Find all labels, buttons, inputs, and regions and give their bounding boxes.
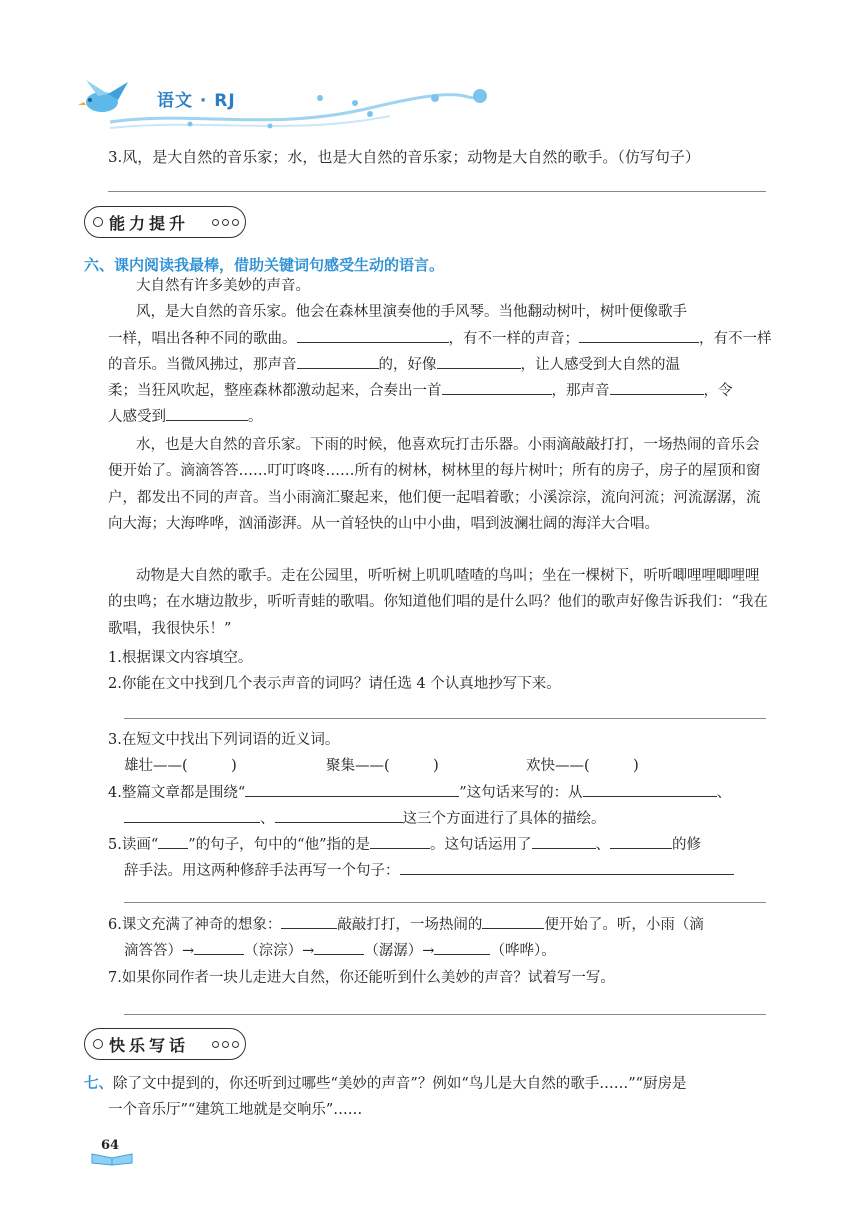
- blank[interactable]: [482, 914, 544, 929]
- question-text: （淙淙）→: [244, 943, 315, 959]
- question-text: （潺潺）→: [364, 943, 435, 959]
- blank[interactable]: [314, 940, 364, 955]
- blank[interactable]: [297, 354, 379, 369]
- question-text: 、: [260, 811, 275, 827]
- synonym-item[interactable]: 欢快——( ): [526, 758, 639, 774]
- passage-line: [108, 380, 733, 401]
- blank[interactable]: [610, 380, 704, 395]
- passage-line: [108, 406, 263, 427]
- answer-line[interactable]: [124, 902, 766, 903]
- blank[interactable]: [297, 328, 449, 343]
- blank[interactable]: [583, 782, 717, 797]
- passage-water: 水，也是大自然的音乐家。下雨的时候，他喜欢玩打击乐器。小雨滴敲敲打打，一场热闹的音乐会便开始了。滴滴答答……叮叮咚咚……所有的树林，树林里的每片树叶；所有的房子，房子的屋顶和窗户，都发出不同的声音。当小雨滴汇聚起来，他们便一起唱着歌；小溪淙淙，流向河流；河流潺潺，流向大海；大海哗哗，汹涌澎湃。从一首轻快的山中小曲，唱到波澜壮阔的海洋大合唱。: [108, 437, 761, 532]
- question-text: 6.课文充满了神奇的想象：: [108, 917, 282, 933]
- subject-title: 语文 · RJ: [157, 91, 236, 111]
- question-text: 5.读画“: [108, 837, 159, 853]
- sub-question: [108, 914, 704, 935]
- blank[interactable]: [166, 406, 248, 421]
- blank[interactable]: [579, 328, 699, 343]
- question-text: 七、除了文中提到的，你还听到过哪些“美妙的声音”？例如“鸟儿是大自然的歌手……”“厨房是: [84, 1075, 687, 1092]
- sub-question: 7.如果你同作者一块儿走进大自然，你还能听到什么美妙的声音？试着写一写。: [108, 970, 615, 986]
- blank[interactable]: [158, 834, 188, 849]
- blank[interactable]: [434, 940, 490, 955]
- passage-text: 的音乐。当微风拂过，那声音: [108, 357, 297, 373]
- sub-question: [108, 834, 701, 855]
- sub-question: 2.你能在文中找到几个表示声音的词吗？请任选 4 个认真地抄写下来。: [108, 676, 561, 692]
- question-text: 敲敲打打，一场热闹的: [337, 917, 483, 933]
- passage-text: ，有不一样的声音；: [448, 331, 579, 347]
- blank[interactable]: [532, 834, 596, 849]
- question-text: ”的句子，句中的“他”指的是: [188, 837, 370, 853]
- passage-line: 风，是大自然的音乐家。他会在森林里演奏他的手风琴。当他翻动树叶，树叶便像歌手: [136, 304, 687, 320]
- dots-icon: [212, 219, 239, 226]
- blank[interactable]: [124, 808, 260, 823]
- question-text: 便开始了。听，小雨（滴: [544, 917, 704, 933]
- blank[interactable]: [275, 808, 403, 823]
- sub-question: [124, 860, 734, 881]
- question-text: 4.整篇文章都是围绕“: [108, 785, 246, 801]
- sub-question: 3.在短文中找出下列词语的近义词。: [108, 732, 340, 748]
- answer-line[interactable]: [124, 1014, 766, 1015]
- question-text: 。这句话运用了: [430, 837, 532, 853]
- question-text: 一个音乐厅”“建筑工地就是交响乐”……: [108, 1102, 363, 1118]
- question-text: 滴答答）→: [124, 943, 195, 959]
- question-text: 、: [716, 785, 732, 801]
- question-text: ”这句话来写的：从: [459, 785, 583, 801]
- section-tag-ability: [84, 206, 246, 238]
- passage-intro: 大自然有许多美妙的声音。: [136, 278, 310, 294]
- circle-icon: [93, 1039, 103, 1049]
- question-text: 3.风，是大自然的音乐家；水，也是大自然的音乐家；动物是大自然的歌手。（仿写句子）: [108, 148, 700, 166]
- circle-icon: [93, 217, 103, 227]
- passage-text: 的，好像: [378, 357, 437, 373]
- question-text: 这三个方面进行了具体的描绘。: [402, 811, 606, 827]
- passage-text: 人感受到: [108, 409, 166, 425]
- passage-text: ，有不一样: [699, 331, 772, 347]
- question-text: （哗哗）。: [490, 943, 556, 959]
- section-tag-writing: [84, 1028, 246, 1060]
- section-label: 快乐写话: [109, 1035, 190, 1055]
- question-title: 六、课内阅读我最棒，借助关键词句感受生动的语言。: [84, 256, 445, 274]
- blank[interactable]: [281, 914, 337, 929]
- blank[interactable]: [245, 782, 459, 797]
- blank[interactable]: [610, 834, 672, 849]
- question-title: [84, 1074, 687, 1094]
- answer-line[interactable]: [124, 718, 766, 719]
- passage-text: ，让人感受到大自然的温: [520, 357, 680, 373]
- question-text: 、: [595, 837, 610, 853]
- question-text: 辞手法。用这两种修辞手法再写一个句子：: [124, 863, 400, 879]
- sub-question: [108, 782, 731, 803]
- synonym-item[interactable]: 雄壮——( ): [124, 758, 237, 774]
- page-number: 64: [101, 1138, 120, 1153]
- question-number: 七、: [84, 1075, 113, 1092]
- section-label: 能力提升: [109, 213, 190, 233]
- passage-line: [108, 328, 772, 349]
- passage-text: ，令: [703, 383, 733, 399]
- blank[interactable]: [442, 380, 552, 395]
- passage-text: 。: [248, 409, 263, 425]
- book-icon: [90, 1150, 134, 1166]
- blank[interactable]: [370, 834, 430, 849]
- answer-line[interactable]: [108, 191, 766, 192]
- question-text: 的修: [672, 837, 701, 853]
- passage-line: [108, 354, 680, 375]
- synonym-item[interactable]: 聚集——( ): [326, 758, 439, 774]
- passage-text: 一样，唱出各种不同的歌曲。: [108, 331, 297, 347]
- blank[interactable]: [400, 860, 734, 875]
- sub-question: [124, 940, 556, 961]
- sub-question: 1.根据课文内容填空。: [108, 650, 253, 666]
- bird-icon: [78, 78, 136, 118]
- passage-text: ，那声音: [551, 383, 610, 399]
- dots-icon: [212, 1041, 239, 1048]
- sub-question: [124, 808, 606, 829]
- passage-animals: 动物是大自然的歌手。走在公园里，听听树上叽叽喳喳的鸟叫；坐在一棵树下，听听唧哩哩唧哩哩的虫鸣；在水塘边散步，听听青蛙的歌唱。你知道他们唱的是什么吗？他们的歌声好像告诉我们：“我在歌唱，我很快乐！”: [108, 568, 768, 637]
- passage-text: 柔；当狂风吹起，整座森林都激动起来，合奏出一首: [108, 383, 442, 399]
- blank[interactable]: [437, 354, 521, 369]
- blank[interactable]: [194, 940, 244, 955]
